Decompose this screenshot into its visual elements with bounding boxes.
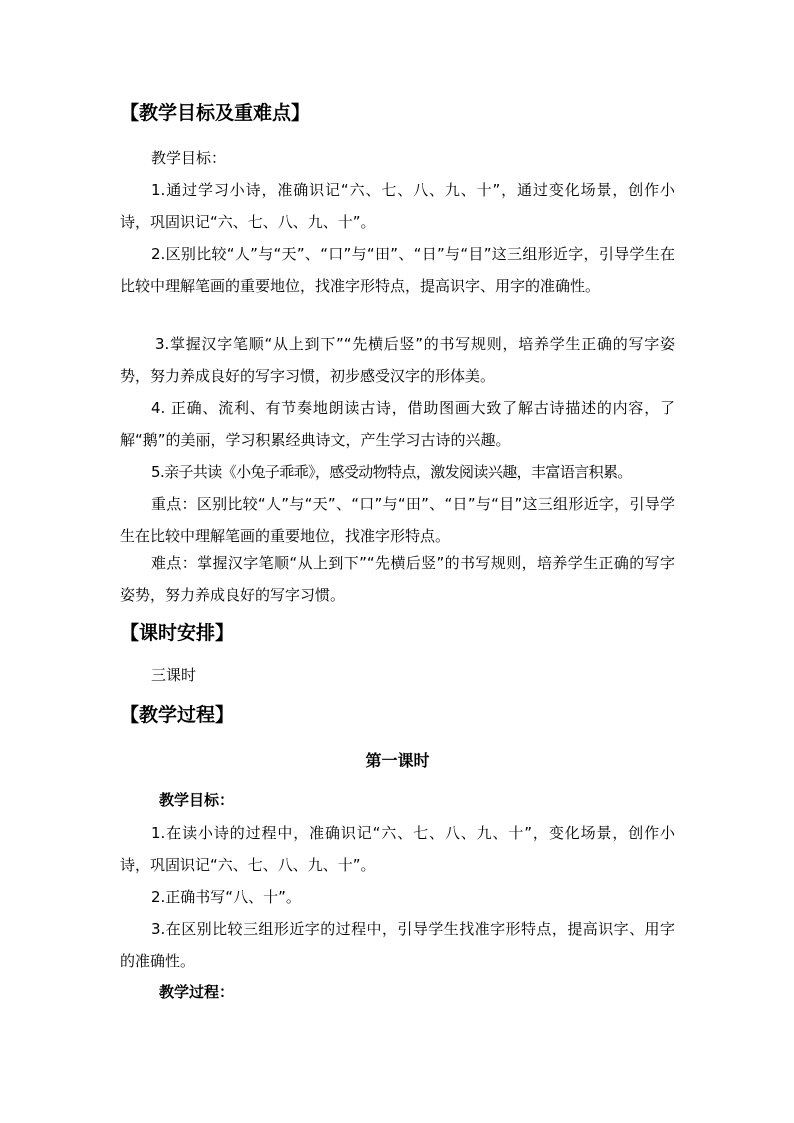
schedule-text: 三课时 — [151, 666, 197, 684]
objective-4: 4. 正确、流利、有节奏地朗读古诗，借助图画大致了解古诗描述的内容，了解“鹅”的美丽，学习积累经典诗文，产生学习古诗的兴趣。 — [120, 399, 675, 449]
key-point: 重点：区别比较“人”与“天”、“口”与“田”、“日”与“目”这三组形近字，引导学生在比较中理解笔画的重要地位，找准字形特点。 — [120, 495, 675, 545]
heading-objectives: 【教学目标及重难点】 — [120, 102, 311, 124]
difficulty: 难点：掌握汉字笔顺“从上到下”“先横后竖”的书写规则，培养学生正确的写字姿势，努力养成良好的写字习惯。 — [120, 554, 675, 604]
objective-2: 2.区别比较“人”与“天”、“口”与“田”、“日”与“目”这三组形近字，引导学生在比较中理解笔画的重要地位，找准字形特点，提高识字、用字的准确性。 — [120, 245, 675, 295]
heading-schedule: 【课时安排】 — [120, 622, 235, 644]
objective-1: 1.通过学习小诗，准确识记“六、七、八、九、十”，通过变化场景，创作小诗，巩固识记“六、七、八、九、十”。 — [120, 181, 675, 231]
objective-3: 3.掌握汉字笔顺“从上到下”“先横后竖”的书写规则，培养学生正确的写字姿势，努力养成良好的写字习惯，初步感受汉字的形体美。 — [120, 335, 675, 385]
lesson1-objective-1: 1.在读小诗的过程中，准确识记“六、七、八、九、十”，变化场景，创作小诗，巩固识记“六、七、八、九、十”。 — [120, 824, 675, 874]
lesson1-objective-2: 2.正确书写“八、十”。 — [151, 888, 301, 906]
objective-5: 5.亲子共读《小兔子乖乖》，感受动物特点，激发阅读兴趣，丰富语言积累。 — [151, 463, 632, 481]
heading-process: 【教学过程】 — [120, 704, 235, 726]
lesson-title: 第一课时 — [365, 751, 430, 770]
lesson1-objective-3: 3.在区别比较三组形近字的过程中，引导学生找准字形特点，提高识字、用字的准确性。 — [120, 920, 675, 970]
objectives-label: 教学目标： — [151, 149, 227, 167]
lesson1-process-label: 教学过程： — [159, 983, 235, 1001]
lesson1-objectives-label: 教学目标： — [159, 791, 235, 809]
